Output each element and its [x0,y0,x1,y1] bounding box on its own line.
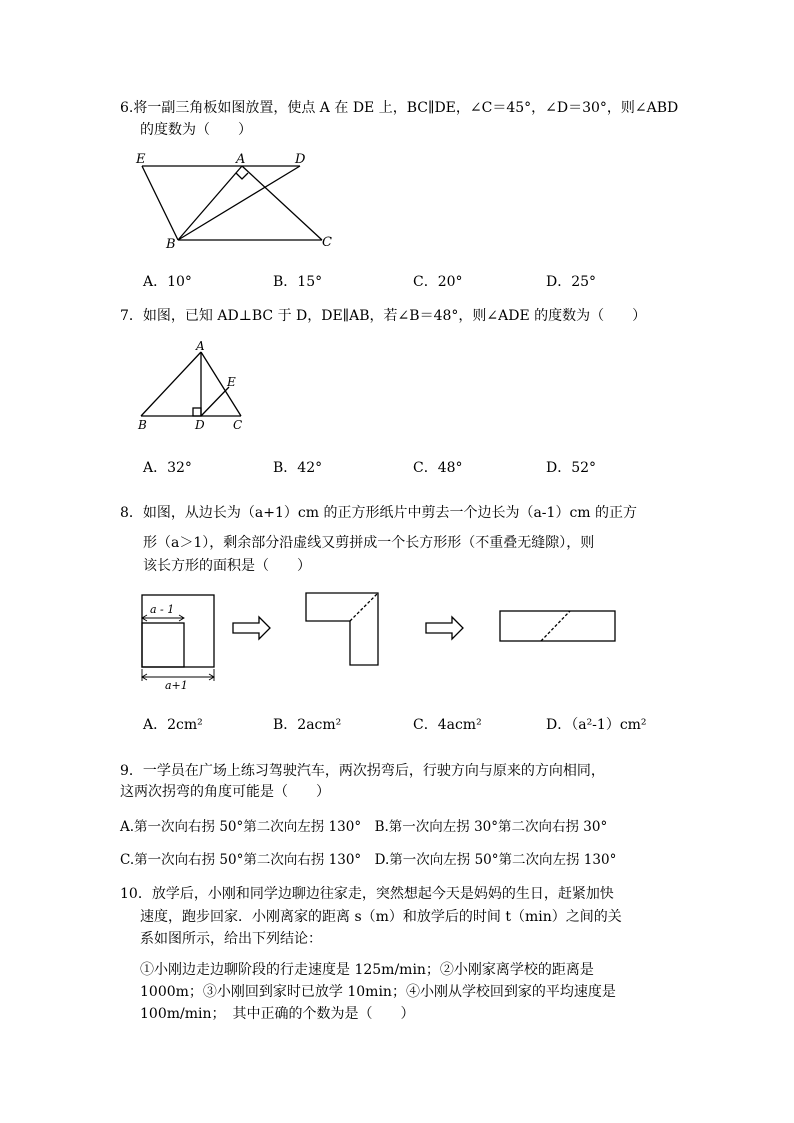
q8-stem-line3: 该长方形的面积是（ ） [143,558,311,574]
q6-label-C: C [322,235,332,250]
q8-option-a: A．2cm² [143,717,203,733]
q7-line-DE [201,387,229,416]
q9-options-ab: A.第一次向右拐 50°第二次向左拐 130° B.第一次向左拐 30°第二次向右拐 30° [120,819,608,835]
q10-stem-line2: 速度，跑步回家．小刚离家的距离 s（m）和放学后的时间 t（min）之间的关 [140,909,622,925]
q7-right-angle-mark [193,408,201,416]
q8-inner-square [142,623,184,667]
q6-label-B: B [166,237,176,252]
q6-option-c: C．20° [413,274,463,290]
q7-label-B: B [138,418,147,432]
q7-option-b: B．42° [273,460,323,476]
q7-option-a: A．32° [143,460,192,476]
q8-option-d: D．（a²-1）cm² [546,717,647,733]
q7-label-A: A [196,339,205,353]
q6-label-A: A [236,152,246,167]
q8-stem-line1: 8．如图，从边长为（a+1）cm 的正方形纸片中剪去一个边长为（a-1）cm 的正方 [120,505,638,521]
q7-stem-line1: 7．如图，已知 AD⊥BC 于 D，DE∥AB，若∠B＝48°，则∠ADE 的度数为（ ） [120,308,647,324]
q10-stem-line3: 系如图所示，给出下列结论： [140,931,322,947]
q9-stem-line1: 9．一学员在广场上练习驾驶汽车，两次拐弯后，行驶方向与原来的方向相同， [120,763,605,779]
q8-l-shape [306,593,378,665]
q6-option-a: A．10° [143,274,192,290]
q7-label-C: C [233,418,243,432]
q7-option-d: D．52° [546,460,597,476]
q6-right-angle-mark [236,173,248,179]
q7-label-E: E [227,375,236,389]
q6-stem-line2: 的度数为（ ） [140,122,252,138]
q6-figure [130,148,340,253]
q6-option-b: B．15° [273,274,323,290]
q6-line-EB [142,166,178,240]
q6-label-E: E [136,152,146,167]
q10-stem-line1: 10．放学后，小刚和同学边聊边往家走，突然想起今天是妈妈的生日，赶紧加快 [120,886,614,902]
q9-options-cd: C.第一次向右拐 50°第二次向右拐 130° D.第一次向左拐 50°第二次向左拐 130° [120,852,617,868]
q8-option-b: B．2acm² [273,717,342,733]
q6-label-D: D [295,152,306,167]
q10-conclusion-line2: 1000m；③小刚回到家时已放学 10min；④小刚从学校回到家的平均速度是 [140,984,616,1000]
q8-arrow-2 [426,617,463,639]
q8-label-a-plus-1: a+1 [165,679,188,692]
q8-result-rectangle [500,611,615,641]
q8-figure [130,585,625,690]
q7-line-AB [141,352,201,416]
q6-stem-line1: 6.将一副三角板如图放置，使点 A 在 DE 上，BC∥DE，∠C＝45°，∠D＝30°，则∠ABD [120,100,679,116]
q6-option-d: D．25° [546,274,597,290]
q7-label-D: D [195,418,205,432]
q9-stem-line2: 这两次拐弯的角度可能是（ ） [120,784,330,800]
q8-label-a-minus-1: a - 1 [150,603,175,616]
q8-stem-line2: 形（a＞1），剩余部分沿虚线又剪拼成一个长方形形（不重叠无缝隙），则 [143,535,595,551]
q10-conclusion-line1: ①小刚边走边聊阶段的行走速度是 125m/min；②小刚家离学校的距离是 [140,962,594,978]
q7-option-c: C．48° [413,460,463,476]
q8-option-c: C．4acm² [413,717,482,733]
q6-line-AB [178,166,242,240]
q10-conclusion-line3: 100m/min； 其中正确的个数为是（ ） [140,1006,415,1022]
q7-figure [135,340,250,432]
q8-arrow-1 [233,617,270,639]
